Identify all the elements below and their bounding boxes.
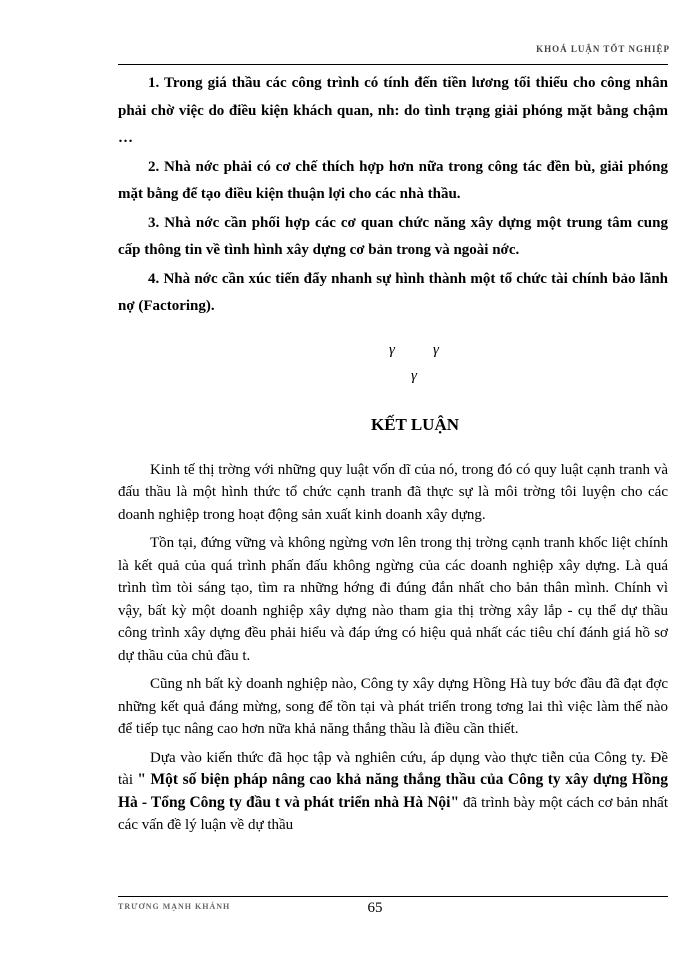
conclusion-paragraph: Tồn tại, đứng vững và không ngừng vơn lên trong thị trờng cạnh tranh khốc liệt chính là kết quả của quá trình phấn đấu không ngừng của các doanh nghiệp xây dựng. Là quá trình tìm tòi sáng tạo, tìm ra những hớng đi đúng đắn nhất cho bản thân mình. Chính vì vậy, bất kỳ một doanh nghiệp xây dựng nào tham gia thị trờng xây lắp - cụ thể dự thầu công trình xây dựng đều phải hiểu và đáp ứng có hiệu quả nhất các tiêu chí đánh giá hồ sơ dự thầu của chủ đầu t. xyxy=(118,535,668,664)
recommendation-3: 3. Nhà nớc cần phối hợp các cơ quan chức năng xây dựng một trung tâm cung cấp thông tin về tình hình xây dựng cơ bản trong và ngoài nớc. xyxy=(118,214,668,258)
header-rule xyxy=(118,64,668,65)
ornament-divider xyxy=(118,337,668,389)
recommendation-1: 1. Trong giá thầu các công trình có tính đến tiền lương tối thiểu cho công nhân phải chờ việc do điều kiện khách quan, nh: do tình trạng giải phóng mặt bằng chậm … xyxy=(118,75,668,146)
footer-rule xyxy=(118,896,668,897)
ornament-glyph: γ xyxy=(411,367,417,384)
header-mark: KHOÁ LUẬN TỐT NGHIỆP xyxy=(536,44,670,54)
conclusion-paragraph: Cũng nh bất kỳ doanh nghiệp nào, Công ty xây dựng Hồng Hà tuy bớc đầu đã đạt đợc những kết quả đáng mừng, song để tồn tại và phát triển trong tơng lai thì việc làm thế nào để tiếp tục nâng cao hơn nữa khả năng thắng thầu là điều cần thiết. xyxy=(118,676,668,737)
paragraph-text: đã trình bày một cách cơ bản nhất các vấn đề lý luận về dự thầu xyxy=(118,794,668,833)
conclusion-paragraph-last xyxy=(118,747,668,837)
footer-mark: TRƯƠNG MẠNH KHÁNH xyxy=(118,902,231,911)
thesis-title: " Một số biện pháp nâng cao khả năng thắng thầu của Công ty xây dựng Hồng Hà - Tổng Công ty đầu t và phát triển nhà Hà Nội" xyxy=(118,771,668,811)
paragraph-text: Dựa vào kiến thức đã học tập và nghiên cứu, áp dụng vào thực tiễn của Công ty. Đề tài xyxy=(118,749,668,788)
section-heading: KẾT LUẬN xyxy=(370,414,459,434)
page-content xyxy=(118,70,668,843)
conclusion-paragraph: Kinh tế thị trờng với những quy luật vốn dĩ của nó, trong đó có quy luật cạnh tranh và đấu thầu là một hình thức tổ chức cạnh tranh đã thực sự là môi trờng tôi luyện cho các doanh nghiệp trong hoạt động sản xuất kinh doanh xây dựng. xyxy=(118,461,668,523)
recommendation-4: 4. Nhà nớc cần xúc tiến đẩy nhanh sự hình thành một tổ chức tài chính bảo lãnh nợ (Factoring). xyxy=(118,270,668,314)
ornament-glyph: γ xyxy=(433,341,439,358)
ornament-glyph: γ xyxy=(389,341,395,358)
page-number: 65 xyxy=(367,900,383,916)
recommendation-2: 2. Nhà nớc phải có cơ chế thích hợp hơn nữa trong công tác đền bù, giải phóng mặt bằng để tạo điều kiện thuận lợi cho các nhà thầu. xyxy=(118,158,668,202)
